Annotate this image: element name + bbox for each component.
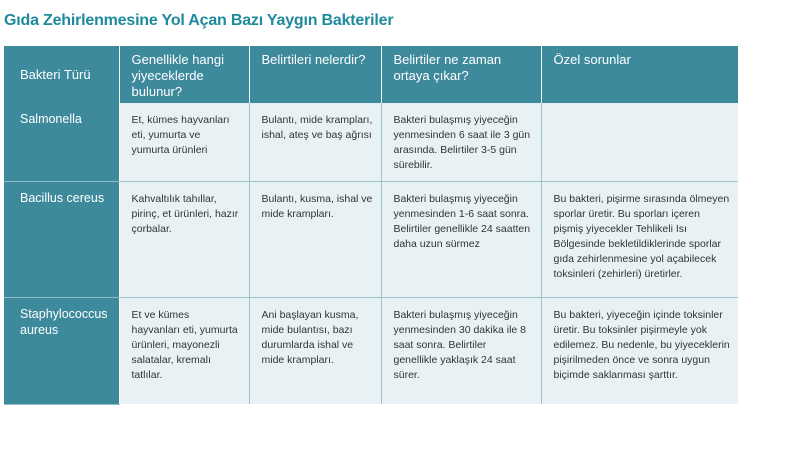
issues-cell [541,103,738,181]
header-special-issues: Özel sorunlar [541,46,738,103]
bacteria-table [4,46,738,405]
symptoms-cell: Bulantı, mide krampları, ishal, ateş ve baş ağrısı [249,103,381,181]
foods-cell: Et, kümes hayvanları eti, yumurta ve yumurta ürünleri [119,103,249,181]
onset-cell: Bakteri bulaşmış yiyeceğin yenmesinden 6 saat ile 3 gün arasında. Belirtiler 3-5 gün sürebilir. [381,103,541,181]
foods-cell: Et ve kümes hayvanları eti, yumurta ürünleri, mayonezli salatalar, kremalı tatlılar. [119,297,249,404]
onset-cell: Bakteri bulaşmış yiyeceğin yenmesinden 1-6 saat sonra. Belirtiler genellikle 24 saatten daha uzun sürmez [381,181,541,297]
header-onset: Belirtiler ne zaman ortaya çıkar? [381,46,541,103]
table-row [4,297,738,404]
header-foods: Genellikle hangi yiyeceklerde bulunur? [119,46,249,103]
bacteria-name: Staphylococcus aureus [4,297,119,404]
header-symptoms: Belirtileri nelerdir? [249,46,381,103]
symptoms-cell: Ani başlayan kusma, mide bulantısı, bazı durumlarda ishal ve mide krampları. [249,297,381,404]
onset-cell: Bakteri bulaşmış yiyeceğin yenmesinden 30 dakika ile 8 saat sonra. Belirtiler genellikle yaklaşık 24 saat sürer. [381,297,541,404]
page-title: Gıda Zehirlenmesine Yol Açan Bazı Yaygın Bakteriler [4,12,394,29]
table-header-row [4,46,738,103]
bacteria-name: Salmonella [4,103,119,181]
issues-cell: Bu bakteri, pişirme sırasında ölmeyen sporlar üretir. Bu sporları içeren pişmiş yiyecekler Tehlikeli Isı Bölgesinde bekletildiklerinde sporlar gıda zehirlenmesine yol açabilecek toksinleri (zehirleri) üretirler. [541,181,738,297]
table-row [4,103,738,181]
table-row [4,181,738,297]
foods-cell: Kahvaltılık tahıllar, pirinç, et ürünleri, hazır çorbalar. [119,181,249,297]
header-bacteria-type: Bakteri Türü [4,46,119,103]
symptoms-cell: Bulantı, kusma, ishal ve mide krampları. [249,181,381,297]
bacteria-name: Bacillus cereus [4,181,119,297]
issues-cell: Bu bakteri, yiyeceğin içinde toksinler üretir. Bu toksinler pişirmeyle yok edilemez. Bu nedenle, bu yiyeceklerin pişirilmeden önce ve sonra uygun biçimde saklanması şarttır. [541,297,738,404]
